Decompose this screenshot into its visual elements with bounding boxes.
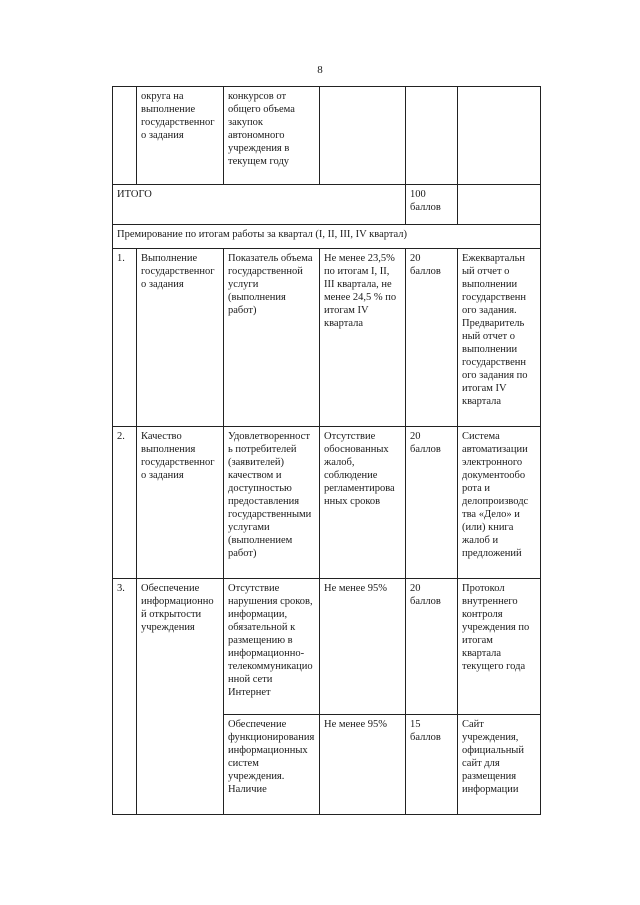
table-row xyxy=(113,249,541,427)
total-points: 100 баллов xyxy=(406,185,458,225)
cell-num: 3. xyxy=(113,579,137,815)
total-label: ИТОГО xyxy=(113,185,406,225)
cell-indicator: Отсутствие нарушения сроков, информации, обязательной к размещению в информационно- телекоммуникацио нной сети Интернет xyxy=(224,579,320,715)
cell-points: 15 баллов xyxy=(406,715,458,815)
cell-source xyxy=(458,185,541,225)
cell-indicator: Обеспечение функционирования информационных систем учреждения. Наличие xyxy=(224,715,320,815)
criteria-table xyxy=(112,86,541,815)
cell-source: Сайт учреждения, официальный сайт для размещения информации xyxy=(458,715,541,815)
table-row-total xyxy=(113,185,541,225)
cell-num: 2. xyxy=(113,427,137,579)
cell-indicator: конкурсов от общего объема закупок автономного учреждения в текущем году xyxy=(224,87,320,185)
cell-source xyxy=(458,87,541,185)
cell-criterion: округа на выполнение государственног о задания xyxy=(137,87,224,185)
page-number: 8 xyxy=(317,64,323,76)
cell-points: 20 баллов xyxy=(406,427,458,579)
table-row-continuation xyxy=(113,87,541,185)
cell-criterion: Обеспечение информационно й открытости учреждения xyxy=(137,579,224,815)
cell-value: Не менее 95% xyxy=(320,715,406,815)
cell-num xyxy=(113,87,137,185)
cell-source: Протокол внутреннего контроля учреждения по итогам квартала текущего года xyxy=(458,579,541,715)
cell-value: Не менее 95% xyxy=(320,579,406,715)
cell-source: Ежеквартальн ый отчет о выполнении государственн ого задания. Предваритель ный отчет о выполнении государственн ого задания по итогам IV квартала xyxy=(458,249,541,427)
cell-value xyxy=(320,87,406,185)
cell-source: Система автоматизации электронного документообо рота и делопроизводс тва «Дело» и (или) книга жалоб и предложений xyxy=(458,427,541,579)
cell-value: Отсутствие обоснованных жалоб, соблюдение регламентирова нных сроков xyxy=(320,427,406,579)
cell-criterion: Качество выполнения государственног о задания xyxy=(137,427,224,579)
table-row xyxy=(113,427,541,579)
cell-num: 1. xyxy=(113,249,137,427)
section-title: Премирование по итогам работы за квартал (I, II, III, IV квартал) xyxy=(113,225,541,249)
table-row xyxy=(113,579,541,715)
cell-points xyxy=(406,87,458,185)
table-row-section xyxy=(113,225,541,249)
cell-criterion: Выполнение государственног о задания xyxy=(137,249,224,427)
cell-value: Не менее 23,5% по итогам I, II, III квартала, не менее 24,5 % по итогам IV квартала xyxy=(320,249,406,427)
cell-points: 20 баллов xyxy=(406,249,458,427)
cell-indicator: Удовлетворенност ь потребителей (заявителей) качеством и доступностью предоставления государственными услугами (выполнением работ) xyxy=(224,427,320,579)
cell-indicator: Показатель объема государственной услуги (выполнения работ) xyxy=(224,249,320,427)
cell-points: 20 баллов xyxy=(406,579,458,715)
